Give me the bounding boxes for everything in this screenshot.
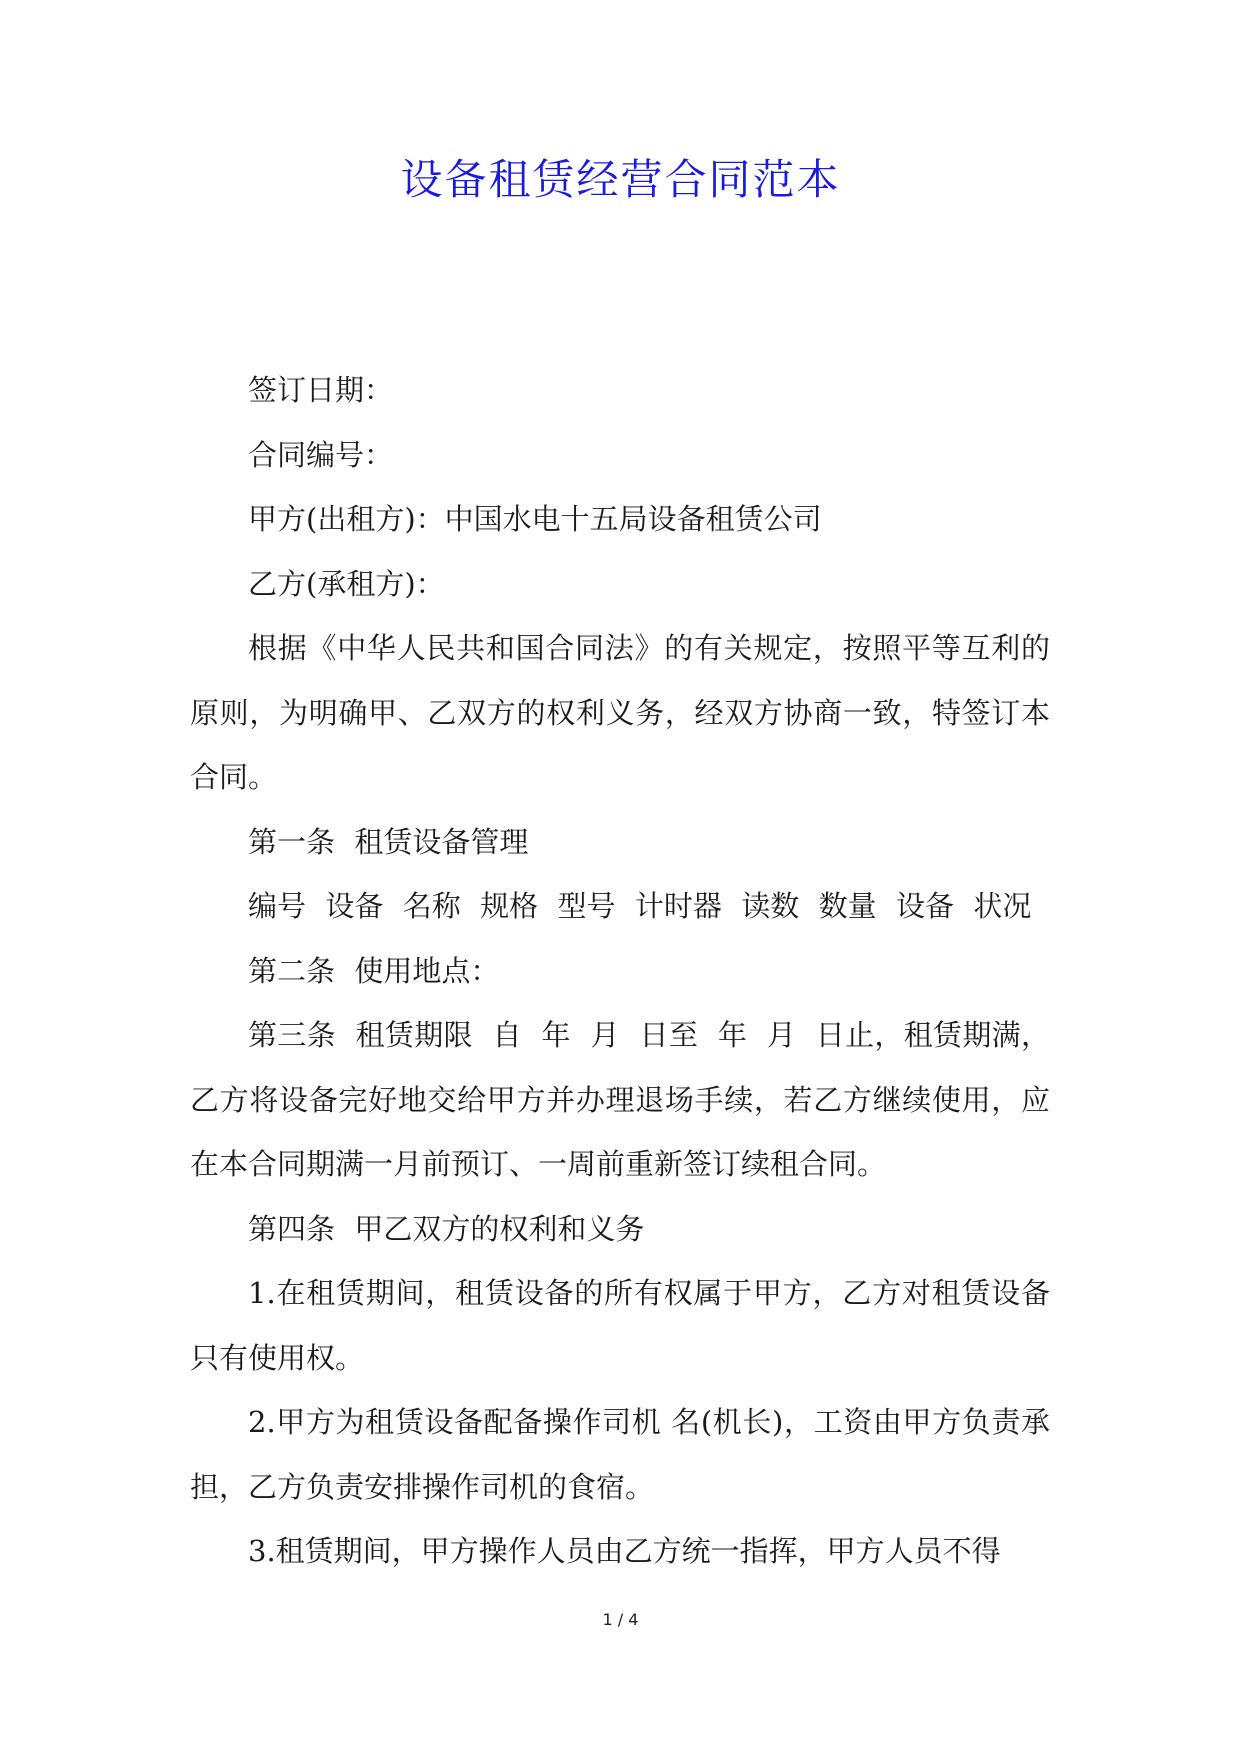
clause-2-paragraph: 2.甲方为租赁设备配备操作司机 名(机长)，工资由甲方负责承担，乙方负责安排操作司机的食宿。 [190,1405,1050,1504]
clause-1-paragraph: 1.在租赁期间，租赁设备的所有权属于甲方，乙方对租赁设备只有使用权。 [190,1276,1050,1375]
article-1-heading: 第一条 租赁设备管理 [248,824,529,859]
sign-date-line: 签订日期： [248,373,394,407]
article-2-heading: 第二条 使用地点： [248,953,500,988]
document-title: 设备租赁经营合同范本 [400,155,841,204]
equipment-table-header: 编号 设备 名称 规格 型号 计时器 读数 数量 设备 状况 [248,889,1032,923]
article-3-paragraph: 第三条 租赁期限 自 年 月 日至 年 月 日止，租赁期满，乙方将设备完好地交给甲方并办理退场手续，若乙方继续使用，应在本合同期满一月前预订、一周前重新签订续租合同。 [190,1018,1050,1181]
party-b-line: 乙方(承租方)： [248,566,445,601]
page-indicator: 1 / 4 [602,1610,639,1629]
document-body [190,358,1050,1584]
contract-number-line: 合同编号： [248,437,394,472]
clause-3-paragraph: 3.租赁期间，甲方操作人员由乙方统一指挥，甲方人员不得 [248,1534,1001,1568]
preamble-paragraph: 根据《中华人民共和国合同法》的有关规定，按照平等互利的原则，为明确甲、乙双方的权利义务，经双方协商一致，特签订本合同。 [190,631,1050,794]
party-a-line: 甲方(出租方)：中国水电十五局设备租赁公司 [248,502,822,536]
article-4-heading: 第四条 甲乙双方的权利和义务 [248,1211,645,1246]
